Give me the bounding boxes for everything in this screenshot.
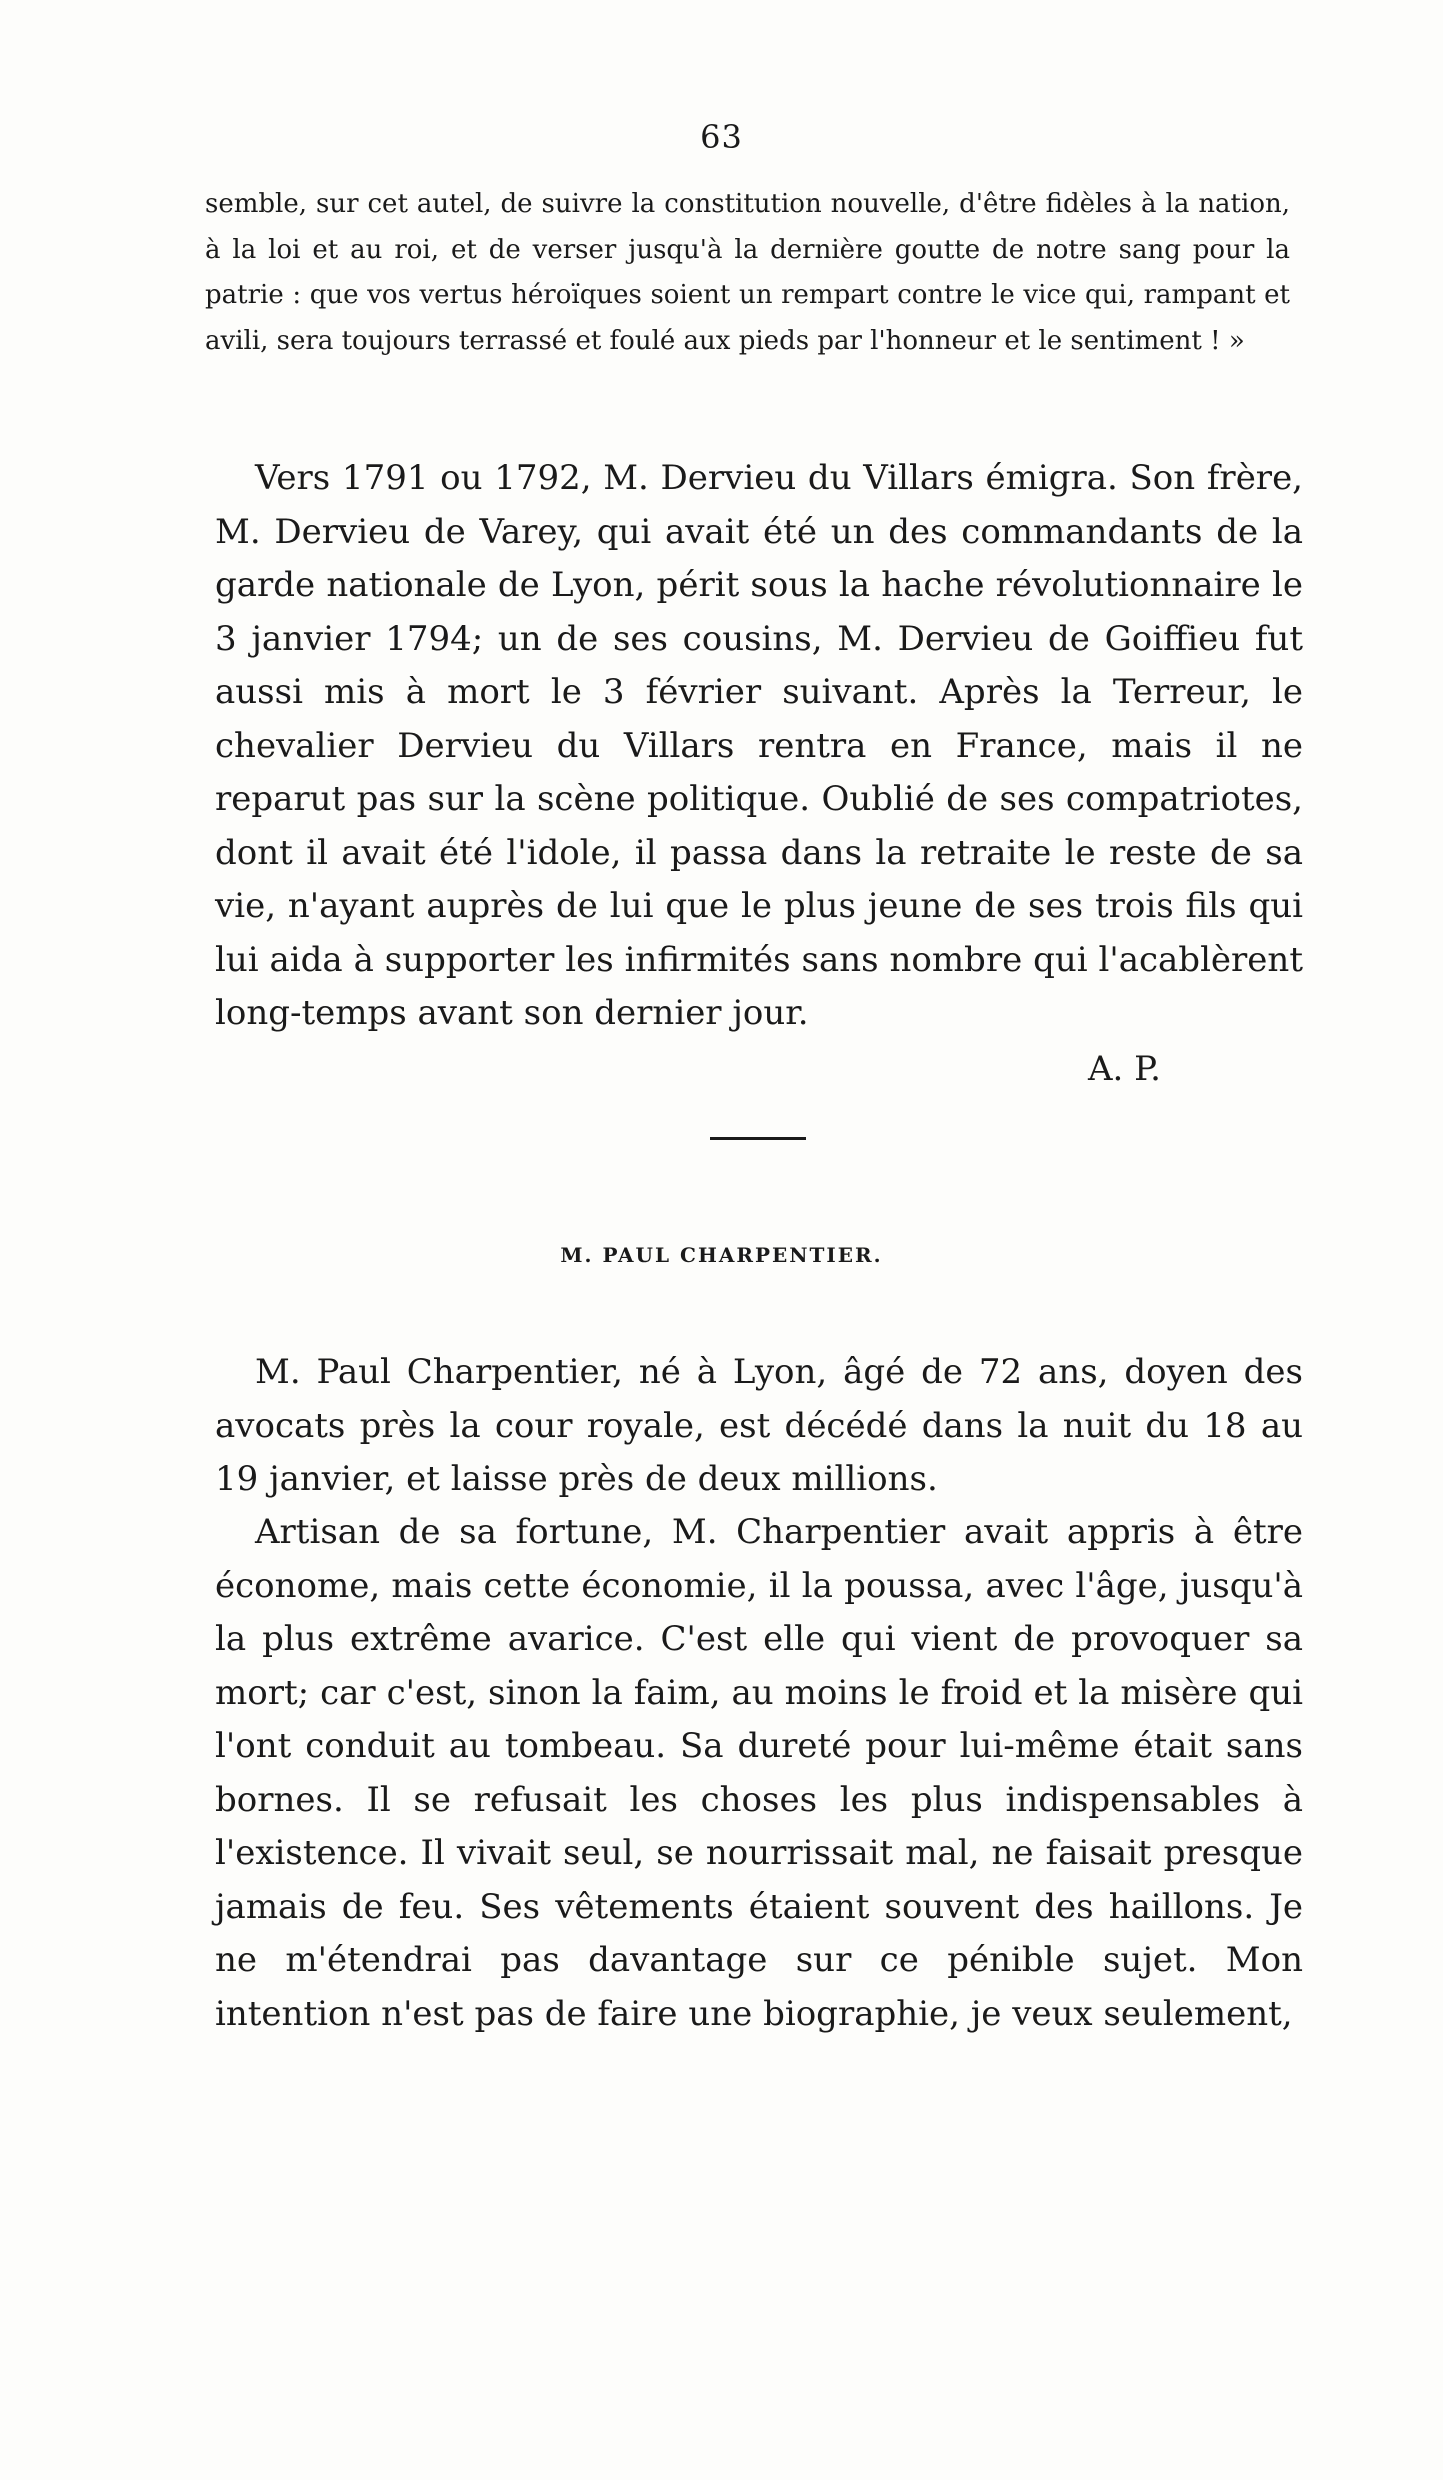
article-paragraph: Vers 1791 ou 1792, M. Dervieu du Villars émigra. Son frère, M. Dervieu de Varey, qui avait été un des commandants de la garde nationale de Lyon, périt sous la hache révolutionnaire le 3 janvier 1794; un de ses cousins, M. Dervieu de Goiffieu fut aussi mis à mort le 3 février suivant. Après la Terreur, le chevalier Dervieu du Villars rentra en France, mais il ne reparut pas sur la scène politique. Oublié de ses compatriotes, dont il avait été l'idole, il passa dans la retraite le reste de sa vie, n'ayant auprès de lui que le plus jeune de ses trois fils qui lui aida à supporter les infirmités sans nombre qui l'acablèrent long-temps avant son dernier jour.: [215, 458, 1303, 1033]
quote-continuation: semble, sur cet autel, de suivre la constitution nouvelle, d'être fidèles à la nation, à la loi et au roi, et de verser jusqu'à la dernière goutte de notre sang pour la patrie : que vos vertus héroïques soient un rempart contre le vice qui, rampant et avili, sera toujours terrassé et foulé aux pieds par l'honneur et le sentiment ! »: [205, 189, 1290, 356]
article-paragraph: M. Paul Charpentier, né à Lyon, âgé de 72 ans, doyen des avocats près la cour royale, est décédé dans la nuit du 18 au 19 janvier, et laisse près de deux millions.: [215, 1352, 1303, 1499]
page-number: 63: [700, 118, 743, 156]
article-paragraph: Artisan de sa fortune, M. Charpentier avait appris à être économe, mais cette économie, il la poussa, avec l'âge, jusqu'à la plus extrême avarice. C'est elle qui vient de provoquer sa mort; car c'est, sinon la faim, au moins le froid et la misère qui l'ont conduit au tombeau. Sa dureté pour lui-même était sans bornes. Il se refusait les choses les plus indispensables à l'existence. Il vivait seul, se nourrissait mal, ne faisait presque jamais de feu. Ses vêtements étaient souvent des haillons. Je ne m'étendrai pas davantage sur ce pénible sujet. Mon intention n'est pas de faire une biographie, je veux seulement,: [215, 1512, 1303, 2034]
section-heading: M. PAUL CHARPENTIER.: [560, 1243, 883, 1267]
section-divider: [710, 1137, 806, 1140]
author-signature: A. P.: [1088, 1049, 1161, 1089]
